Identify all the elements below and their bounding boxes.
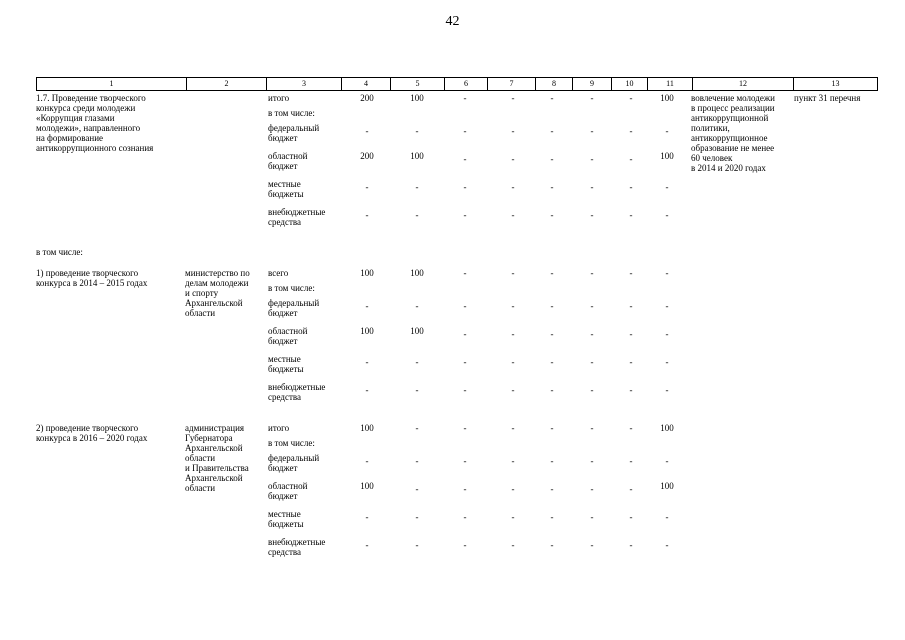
- funding-source-label: внебюджетные средства: [268, 382, 326, 402]
- funding-source-label: местные бюджеты: [268, 509, 304, 529]
- measure-name: 1.7. Проведение творческого конкурса среди молодежи «Коррупция глазами молодежи», направленного на формирование антикоррупционного сознания: [36, 93, 154, 153]
- value-cell: -: [463, 154, 467, 164]
- value-cell: -: [665, 540, 669, 550]
- value-cell: -: [511, 126, 515, 136]
- value-cell: -: [629, 301, 633, 311]
- reference: пункт 31 перечня: [794, 93, 861, 103]
- value-cell: -: [629, 329, 633, 339]
- value-cell: -: [365, 456, 369, 466]
- value-cell: -: [629, 512, 633, 522]
- value-cell: -: [590, 126, 594, 136]
- funding-source-label: областной бюджет: [268, 481, 308, 501]
- measure-name: 1) проведение творческого конкурса в 2014 – 2015 годах: [36, 268, 148, 288]
- value-cell: -: [629, 210, 633, 220]
- value-cell: -: [550, 301, 554, 311]
- value-cell: 100: [360, 481, 374, 491]
- value-cell: -: [415, 182, 419, 192]
- value-cell: -: [365, 512, 369, 522]
- value-cell: -: [511, 512, 515, 522]
- value-cell: -: [511, 456, 515, 466]
- column-header: 10: [611, 78, 647, 90]
- value-cell: 100: [660, 93, 674, 103]
- value-cell: -: [665, 126, 669, 136]
- column-header: 8: [535, 78, 572, 90]
- value-cell: -: [629, 93, 633, 103]
- value-cell: 100: [360, 268, 374, 278]
- column-header: 5: [390, 78, 444, 90]
- value-cell: 200: [360, 151, 374, 161]
- value-cell: -: [665, 210, 669, 220]
- executor: министерство по делам молодежи и спорту Архангельской области: [185, 268, 250, 318]
- value-cell: -: [665, 456, 669, 466]
- value-cell: -: [590, 484, 594, 494]
- value-cell: -: [511, 182, 515, 192]
- value-cell: -: [590, 512, 594, 522]
- column-header: 13: [793, 78, 877, 90]
- measure-name: 2) проведение творческого конкурса в 2016 – 2020 годах: [36, 423, 148, 443]
- value-cell: -: [415, 456, 419, 466]
- value-cell: -: [463, 182, 467, 192]
- funding-source-label: в том числе:: [268, 438, 315, 448]
- value-cell: -: [665, 301, 669, 311]
- funding-source-label: местные бюджеты: [268, 354, 304, 374]
- value-cell: -: [511, 268, 515, 278]
- value-cell: -: [550, 126, 554, 136]
- value-cell: -: [590, 268, 594, 278]
- value-cell: -: [550, 329, 554, 339]
- value-cell: -: [550, 385, 554, 395]
- column-header: 3: [266, 78, 341, 90]
- value-cell: -: [590, 540, 594, 550]
- funding-source-label: всего: [268, 268, 289, 278]
- value-cell: -: [463, 357, 467, 367]
- value-cell: 100: [410, 151, 424, 161]
- value-cell: -: [550, 182, 554, 192]
- column-header: 9: [572, 78, 611, 90]
- value-cell: -: [511, 154, 515, 164]
- value-cell: -: [629, 126, 633, 136]
- column-header: 7: [487, 78, 535, 90]
- funding-source-label: федеральный бюджет: [268, 453, 320, 473]
- value-cell: -: [365, 385, 369, 395]
- value-cell: -: [511, 301, 515, 311]
- value-cell: -: [590, 182, 594, 192]
- value-cell: -: [463, 210, 467, 220]
- value-cell: -: [550, 93, 554, 103]
- value-cell: -: [665, 512, 669, 522]
- value-cell: -: [665, 182, 669, 192]
- value-cell: -: [665, 329, 669, 339]
- value-cell: -: [511, 423, 515, 433]
- column-header: 4: [341, 78, 390, 90]
- value-cell: -: [590, 456, 594, 466]
- funding-source-label: в том числе:: [268, 283, 315, 293]
- section-sub-label: в том числе:: [36, 247, 83, 257]
- value-cell: -: [665, 268, 669, 278]
- value-cell: -: [511, 93, 515, 103]
- table-header-row: [36, 77, 878, 91]
- value-cell: -: [511, 357, 515, 367]
- value-cell: -: [463, 456, 467, 466]
- executor: администрация Губернатора Архангельской области и Правительства Архангельской области: [185, 423, 249, 493]
- value-cell: -: [511, 210, 515, 220]
- column-header: 12: [692, 78, 793, 90]
- value-cell: -: [629, 182, 633, 192]
- value-cell: -: [629, 154, 633, 164]
- value-cell: -: [415, 210, 419, 220]
- value-cell: -: [415, 484, 419, 494]
- value-cell: -: [550, 484, 554, 494]
- value-cell: -: [511, 484, 515, 494]
- funding-source-label: итого: [268, 423, 290, 433]
- column-header: 1: [109, 79, 114, 88]
- value-cell: -: [629, 484, 633, 494]
- value-cell: -: [463, 329, 467, 339]
- value-cell: -: [463, 423, 467, 433]
- value-cell: -: [629, 268, 633, 278]
- value-cell: -: [511, 540, 515, 550]
- value-cell: -: [665, 357, 669, 367]
- value-cell: 100: [410, 326, 424, 336]
- value-cell: -: [629, 540, 633, 550]
- funding-source-label: внебюджетные средства: [268, 207, 326, 227]
- value-cell: -: [463, 512, 467, 522]
- value-cell: 100: [660, 423, 674, 433]
- funding-source-label: федеральный бюджет: [268, 123, 320, 143]
- value-cell: 100: [410, 268, 424, 278]
- funding-source-label: местные бюджеты: [268, 179, 304, 199]
- value-cell: -: [365, 540, 369, 550]
- value-cell: 100: [660, 481, 674, 491]
- value-cell: -: [365, 301, 369, 311]
- value-cell: -: [415, 540, 419, 550]
- funding-source-label: областной бюджет: [268, 326, 308, 346]
- value-cell: 100: [410, 93, 424, 103]
- value-cell: -: [463, 93, 467, 103]
- value-cell: 100: [660, 151, 674, 161]
- value-cell: -: [511, 329, 515, 339]
- funding-source-label: федеральный бюджет: [268, 298, 320, 318]
- value-cell: -: [463, 268, 467, 278]
- value-cell: -: [463, 385, 467, 395]
- value-cell: -: [590, 385, 594, 395]
- funding-source-label: областной бюджет: [268, 151, 308, 171]
- value-cell: -: [629, 423, 633, 433]
- value-cell: -: [463, 126, 467, 136]
- value-cell: -: [590, 301, 594, 311]
- column-header: 6: [444, 78, 487, 90]
- value-cell: -: [590, 357, 594, 367]
- value-cell: -: [665, 385, 669, 395]
- value-cell: -: [550, 540, 554, 550]
- value-cell: -: [590, 154, 594, 164]
- funding-source-label: внебюджетные средства: [268, 537, 326, 557]
- value-cell: -: [463, 540, 467, 550]
- value-cell: -: [415, 126, 419, 136]
- value-cell: -: [415, 423, 419, 433]
- value-cell: 100: [360, 423, 374, 433]
- page-number: 42: [445, 14, 460, 29]
- value-cell: -: [365, 182, 369, 192]
- value-cell: -: [463, 301, 467, 311]
- value-cell: -: [415, 301, 419, 311]
- value-cell: -: [415, 385, 419, 395]
- value-cell: -: [365, 126, 369, 136]
- value-cell: 200: [360, 93, 374, 103]
- value-cell: -: [550, 268, 554, 278]
- value-cell: -: [590, 329, 594, 339]
- column-header: 2: [186, 78, 266, 90]
- value-cell: -: [550, 154, 554, 164]
- value-cell: -: [550, 423, 554, 433]
- value-cell: -: [550, 512, 554, 522]
- value-cell: -: [365, 357, 369, 367]
- value-cell: -: [550, 210, 554, 220]
- value-cell: -: [629, 456, 633, 466]
- value-cell: -: [550, 456, 554, 466]
- value-cell: -: [590, 210, 594, 220]
- value-cell: -: [629, 357, 633, 367]
- value-cell: -: [463, 484, 467, 494]
- column-header: 11: [647, 78, 692, 90]
- funding-source-label: в том числе:: [268, 108, 315, 118]
- value-cell: -: [550, 357, 554, 367]
- value-cell: -: [511, 385, 515, 395]
- funding-source-label: итого: [268, 93, 290, 103]
- value-cell: -: [590, 93, 594, 103]
- expected-result: вовлечение молодежи в процесс реализации антикоррупционной политики, антикоррупционное образование не менее 60 человек в 2014 и 2020 годах: [691, 93, 775, 173]
- value-cell: 100: [360, 326, 374, 336]
- value-cell: -: [415, 357, 419, 367]
- value-cell: -: [415, 512, 419, 522]
- value-cell: -: [629, 385, 633, 395]
- value-cell: -: [365, 210, 369, 220]
- value-cell: -: [590, 423, 594, 433]
